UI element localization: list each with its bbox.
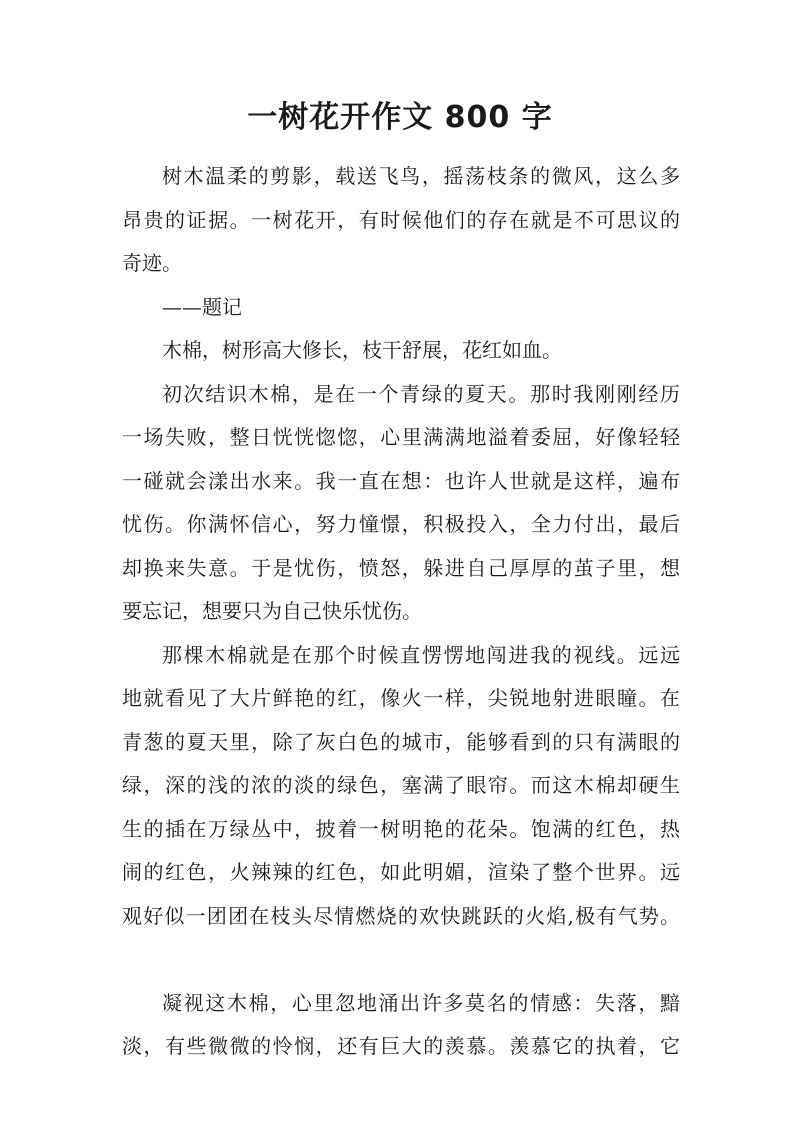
text-line: 要忘记，想要只为自己快乐忧伤。 [122, 599, 422, 623]
text-line: 观好似一团团在枝头尽情燃烧的欢快跳跃的火焰,极有气势。 [122, 903, 680, 928]
text-line: 地就看见了大片鲜艳的红，像火一样，尖锐地射进眼瞳。在 [122, 686, 680, 710]
document-body [122, 155, 680, 1069]
text-line: 闹的红色，火辣辣的红色，如此明媚，渲染了整个世界。远 [122, 860, 680, 884]
text-line: ——题记 [162, 294, 242, 319]
text-line: 忧伤。你满怀信心，努力憧憬，积极投入，全力付出，最后 [122, 512, 680, 536]
text-line: 凝视这木棉，心里忽地涌出许多莫名的情感：失落，黯 [162, 990, 680, 1015]
text-line: 青葱的夏天里，除了灰白色的城市，能够看到的只有满眼的 [122, 729, 680, 754]
text-line: 淡，有些微微的怜悯，还有巨大的羡慕。羡慕它的执着，它 [122, 1034, 680, 1058]
text-line [122, 938, 680, 982]
text-line: 一碰就会漾出水来。我一直在想：也许人世就是这样，遍布 [122, 468, 680, 493]
text-line: 昂贵的证据。一树花开，有时候他们的存在就是不可思议的 [122, 207, 680, 232]
text-line: 一场失败，整日恍恍惚惚，心里满满地溢着委屈，好像轻轻 [122, 425, 680, 449]
text-line: 生的插在万绿丛中，披着一树明艳的花朵。饱满的红色，热 [122, 816, 680, 841]
text-line: 树木温柔的剪影，载送飞鸟，摇荡枝条的微风，这么多 [162, 164, 680, 188]
text-line: 木棉，树形高大修长，枝干舒展，花红如血。 [162, 338, 562, 362]
text-line: 初次结识木棉，是在一个青绿的夏天。那时我刚刚经历 [162, 381, 680, 406]
text-line: 却换来失意。于是忧伤，愤怒，躲进自己厚厚的茧子里，想 [122, 555, 680, 580]
text-line: 奇迹。 [122, 251, 182, 275]
text-line: 那棵木棉就是在那个时候直愣愣地闯进我的视线。远远 [162, 642, 680, 667]
document-title: 一树花开作文 800 字 [247, 100, 553, 135]
text-line: 绿，深的浅的浓的淡的绿色，塞满了眼帘。而这木棉却硬生 [122, 773, 680, 797]
